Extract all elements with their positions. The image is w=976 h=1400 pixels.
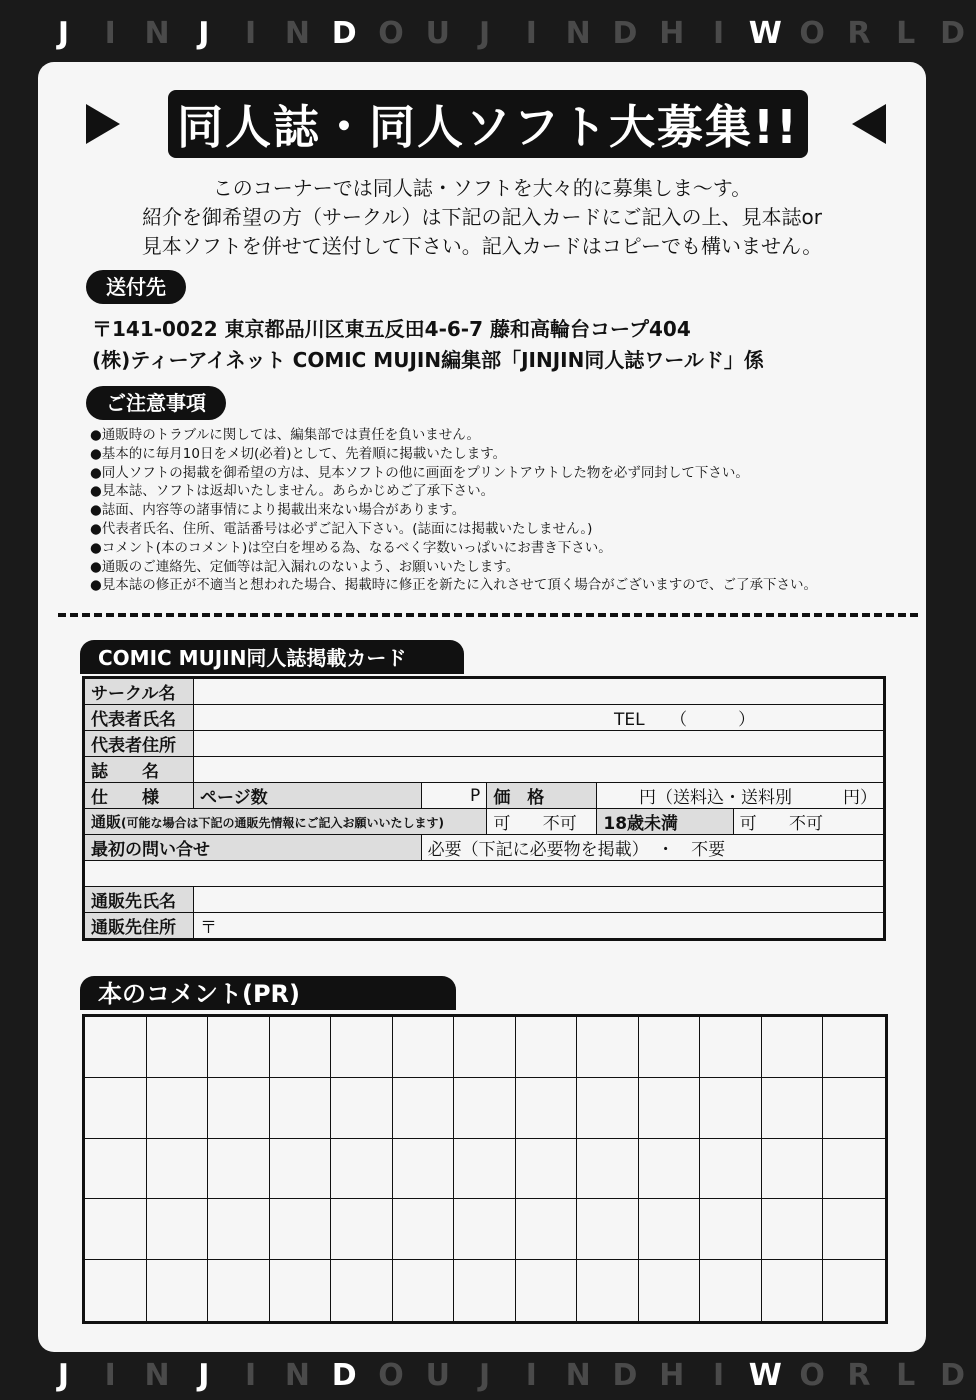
comment-cell[interactable] bbox=[208, 1139, 270, 1200]
banner-letter: J bbox=[57, 1357, 69, 1393]
comment-cell[interactable] bbox=[331, 1260, 393, 1321]
comment-cell[interactable] bbox=[85, 1017, 147, 1078]
comment-cell[interactable] bbox=[147, 1199, 209, 1260]
page-title: 同人誌・同人ソフト大募集!! bbox=[168, 90, 808, 158]
banner-letter: J bbox=[478, 15, 491, 51]
banner-letter: I bbox=[525, 15, 537, 51]
note-item: ●コメント(本のコメント)は空白を埋める為、なるべく字数いっぱいにお書き下さい。 bbox=[90, 539, 612, 556]
banner-letter: D bbox=[940, 1357, 965, 1393]
comment-cell[interactable] bbox=[331, 1199, 393, 1260]
mail-order-word: 通販 bbox=[91, 813, 122, 831]
banner-letter: D bbox=[331, 1357, 357, 1393]
banner-letter: U bbox=[425, 1357, 450, 1393]
comment-cell[interactable] bbox=[516, 1260, 578, 1321]
banner-letter: W bbox=[748, 15, 782, 51]
banner-letter: D bbox=[940, 15, 965, 51]
banner-letter: O bbox=[378, 15, 404, 51]
pages-field[interactable] bbox=[421, 783, 487, 809]
note-item: ●同人ソフトの掲載を御希望の方は、見本ソフトの他に画面をプリントアウトした物を必ず同封して下さい。 bbox=[90, 464, 749, 481]
entry-card bbox=[82, 676, 886, 941]
banner-letter: R bbox=[847, 1357, 871, 1393]
mail-name-field[interactable] bbox=[194, 886, 885, 912]
banner-letter: O bbox=[378, 1357, 404, 1393]
comment-cell[interactable] bbox=[700, 1199, 762, 1260]
banner-letter: N bbox=[284, 15, 310, 51]
price-field[interactable] bbox=[597, 783, 885, 809]
price-label: 価 格 bbox=[487, 783, 597, 809]
banner-letter: J bbox=[198, 1357, 210, 1393]
banner-letter: J bbox=[198, 15, 210, 51]
comment-cell[interactable] bbox=[516, 1078, 578, 1139]
banner-letter: D bbox=[331, 15, 357, 51]
postal-mark: 〒 bbox=[200, 917, 217, 938]
left-arrow-icon bbox=[86, 104, 120, 144]
note-item: ●見本誌、ソフトは返却いたしません。あらかじめご了承下さい。 bbox=[90, 483, 495, 500]
banner-letter: L bbox=[896, 15, 916, 51]
form-panel bbox=[38, 62, 926, 1352]
comment-cell[interactable] bbox=[639, 1017, 701, 1078]
comment-cell[interactable] bbox=[393, 1260, 455, 1321]
note-item: ●見本誌の修正が不適当と想われた場合、掲載時に修正を新たに入れさせて頂く場合がございますので、ご了承下さい。 bbox=[90, 577, 818, 594]
banner-letter: N bbox=[284, 1357, 310, 1393]
inquiry-choice[interactable]: 必要（下記に必要物を掲載） ・ 不要 bbox=[421, 835, 884, 861]
comment-cell[interactable] bbox=[393, 1139, 455, 1200]
comment-cell[interactable] bbox=[270, 1139, 332, 1200]
intro-line: 紹介を御希望の方（サークル）は下記の記入カードにご記入の上、見本誌or bbox=[142, 205, 822, 229]
comment-cell[interactable] bbox=[393, 1199, 455, 1260]
comment-cell[interactable] bbox=[577, 1139, 639, 1200]
comment-cell[interactable] bbox=[270, 1260, 332, 1321]
banner-letter: I bbox=[525, 1357, 537, 1393]
comment-cell[interactable] bbox=[454, 1139, 516, 1200]
footer-banner bbox=[0, 1352, 976, 1398]
banner-letter: I bbox=[104, 15, 116, 51]
comment-cell[interactable] bbox=[270, 1199, 332, 1260]
comment-cell[interactable] bbox=[577, 1199, 639, 1260]
mail-addr-label: 通販先住所 bbox=[84, 912, 194, 939]
mail-addr-field[interactable] bbox=[194, 912, 885, 939]
comment-cell[interactable] bbox=[147, 1139, 209, 1200]
mail-ng[interactable]: 不可 bbox=[542, 814, 577, 834]
banner-letter: I bbox=[712, 15, 725, 51]
card-title: COMIC MUJIN同人誌掲載カード bbox=[80, 640, 464, 674]
comment-cell[interactable] bbox=[454, 1199, 516, 1260]
mag-label: 誌 名 bbox=[84, 757, 194, 783]
pages-unit: P bbox=[470, 785, 481, 806]
comment-cell[interactable] bbox=[700, 1139, 762, 1200]
comment-cell[interactable] bbox=[454, 1017, 516, 1078]
banner-letter: J bbox=[57, 15, 69, 51]
cut-line bbox=[58, 613, 918, 617]
inquiry-detail-field[interactable] bbox=[84, 861, 885, 887]
comment-cell[interactable] bbox=[823, 1078, 885, 1139]
comment-cell[interactable] bbox=[762, 1017, 824, 1078]
mail-order-label bbox=[84, 809, 487, 835]
comment-cell[interactable] bbox=[85, 1078, 147, 1139]
age-label: 18歳未満 bbox=[597, 809, 733, 835]
price-unit: 円（送料込・送料別 円） bbox=[639, 788, 877, 808]
banner-letter: L bbox=[896, 1357, 916, 1393]
banner-letter: N bbox=[144, 15, 170, 51]
comment-cell[interactable] bbox=[700, 1017, 762, 1078]
comment-cell[interactable] bbox=[331, 1139, 393, 1200]
inquiry-label: 最初の問い合せ bbox=[84, 835, 422, 861]
comment-cell[interactable] bbox=[331, 1078, 393, 1139]
send-heading: 送付先 bbox=[86, 270, 186, 304]
mail-order-note: (可能な場合は下記の通販先情報にご記入お願いいたします) bbox=[121, 816, 444, 830]
comment-cell[interactable] bbox=[700, 1078, 762, 1139]
comment-cell[interactable] bbox=[700, 1260, 762, 1321]
comment-cell[interactable] bbox=[823, 1199, 885, 1260]
comment-cell[interactable] bbox=[85, 1199, 147, 1260]
comment-cell[interactable] bbox=[762, 1078, 824, 1139]
comment-title: 本のコメント(PR) bbox=[80, 976, 456, 1010]
comment-cell[interactable] bbox=[639, 1139, 701, 1200]
comment-cell[interactable] bbox=[577, 1017, 639, 1078]
notes-heading: ご注意事項 bbox=[86, 386, 226, 420]
pages-label: ページ数 bbox=[194, 783, 422, 809]
comment-cell[interactable] bbox=[639, 1260, 701, 1321]
comment-cell[interactable] bbox=[270, 1078, 332, 1139]
intro-text bbox=[98, 174, 866, 261]
banner-letter: I bbox=[245, 1357, 257, 1393]
note-item: ●通販時のトラブルに関しては、編集部では責任を負いません。 bbox=[90, 427, 481, 443]
banner-letter: N bbox=[565, 15, 591, 51]
age-ok[interactable]: 可 bbox=[739, 814, 757, 834]
comment-cell[interactable] bbox=[85, 1139, 147, 1200]
circle-label: サークル名 bbox=[84, 678, 194, 705]
intro-line: このコーナーでは同人誌・ソフトを大々的に募集しま～す。 bbox=[212, 176, 752, 200]
banner-letter: H bbox=[659, 1357, 685, 1393]
comment-cell[interactable] bbox=[208, 1078, 270, 1139]
comment-cell[interactable] bbox=[270, 1017, 332, 1078]
comment-cell[interactable] bbox=[577, 1078, 639, 1139]
comment-cell[interactable] bbox=[147, 1017, 209, 1078]
comment-cell[interactable] bbox=[147, 1078, 209, 1139]
comment-cell[interactable] bbox=[823, 1139, 885, 1200]
circle-field[interactable] bbox=[194, 678, 885, 705]
rep-addr-label: 代表者住所 bbox=[84, 731, 194, 757]
rep-addr-field[interactable] bbox=[194, 731, 885, 757]
rep-name-label: 代表者氏名 bbox=[84, 705, 194, 731]
comment-cell[interactable] bbox=[454, 1078, 516, 1139]
banner-letter: R bbox=[847, 15, 871, 51]
banner-letter: D bbox=[612, 15, 638, 51]
send-address: 〒141-0022 東京都品川区東五反田4-6-7 藤和高輪台コープ404 bbox=[92, 317, 691, 341]
comment-cell[interactable] bbox=[516, 1017, 578, 1078]
comment-cell[interactable] bbox=[208, 1199, 270, 1260]
comment-cell[interactable] bbox=[393, 1017, 455, 1078]
mail-order-choice[interactable] bbox=[487, 809, 597, 835]
banner-letter: I bbox=[104, 1357, 116, 1393]
comment-cell[interactable] bbox=[823, 1017, 885, 1078]
banner-letter: O bbox=[799, 1357, 825, 1393]
comment-grid[interactable] bbox=[82, 1014, 888, 1324]
age-ng[interactable]: 不可 bbox=[789, 814, 824, 834]
banner-letter: J bbox=[478, 1357, 491, 1393]
notes-list bbox=[90, 426, 920, 595]
tel-label: TEL （ ） bbox=[614, 710, 756, 730]
comment-cell[interactable] bbox=[331, 1017, 393, 1078]
comment-cell[interactable] bbox=[639, 1199, 701, 1260]
rep-name-field[interactable] bbox=[194, 705, 885, 731]
header-banner bbox=[0, 10, 976, 56]
comment-cell[interactable] bbox=[762, 1199, 824, 1260]
title-block bbox=[86, 90, 886, 158]
comment-cell[interactable] bbox=[516, 1199, 578, 1260]
banner-letter: O bbox=[799, 15, 825, 51]
comment-cell[interactable] bbox=[639, 1078, 701, 1139]
banner-letter: D bbox=[612, 1357, 638, 1393]
banner-letter: N bbox=[565, 1357, 591, 1393]
spec-label: 仕 様 bbox=[84, 783, 194, 809]
intro-line: 見本ソフトを併せて送付して下さい。記入カードはコピーでも構いません。 bbox=[141, 234, 823, 258]
comment-cell[interactable] bbox=[208, 1260, 270, 1321]
comment-cell[interactable] bbox=[823, 1260, 885, 1321]
banner-letter: W bbox=[748, 1357, 782, 1393]
note-item: ●基本的に毎月10日をメ切(必着)として、先着順に掲載いたします。 bbox=[90, 445, 507, 462]
banner-letter: N bbox=[144, 1357, 170, 1393]
banner-letter: I bbox=[712, 1357, 725, 1393]
comment-cell[interactable] bbox=[147, 1260, 209, 1321]
mag-field[interactable] bbox=[194, 757, 885, 783]
age-choice[interactable] bbox=[733, 809, 884, 835]
comment-cell[interactable] bbox=[762, 1260, 824, 1321]
comment-cell[interactable] bbox=[762, 1139, 824, 1200]
comment-cell[interactable] bbox=[208, 1017, 270, 1078]
note-item: ●通販のご連絡先、定価等は記入漏れのないよう、お願いいたします。 bbox=[90, 558, 520, 575]
note-item: ●代表者氏名、住所、電話番号は必ずご記入下さい。(誌面には掲載いたしません。) bbox=[90, 520, 593, 537]
banner-letter: H bbox=[659, 15, 685, 51]
comment-cell[interactable] bbox=[393, 1078, 455, 1139]
banner-letter: U bbox=[425, 15, 450, 51]
banner-letter: I bbox=[245, 15, 257, 51]
note-item: ●誌面、内容等の諸事情により掲載出来ない場合があります。 bbox=[90, 502, 466, 519]
mail-ok[interactable]: 可 bbox=[493, 814, 511, 834]
comment-cell[interactable] bbox=[454, 1260, 516, 1321]
comment-cell[interactable] bbox=[85, 1260, 147, 1321]
comment-cell[interactable] bbox=[516, 1139, 578, 1200]
send-recipient: (株)ティーアイネット COMIC MUJIN編集部「JINJIN同人誌ワールド」係 bbox=[92, 348, 764, 372]
right-arrow-icon bbox=[852, 104, 886, 144]
comment-cell[interactable] bbox=[577, 1260, 639, 1321]
mail-name-label: 通販先氏名 bbox=[84, 886, 194, 912]
